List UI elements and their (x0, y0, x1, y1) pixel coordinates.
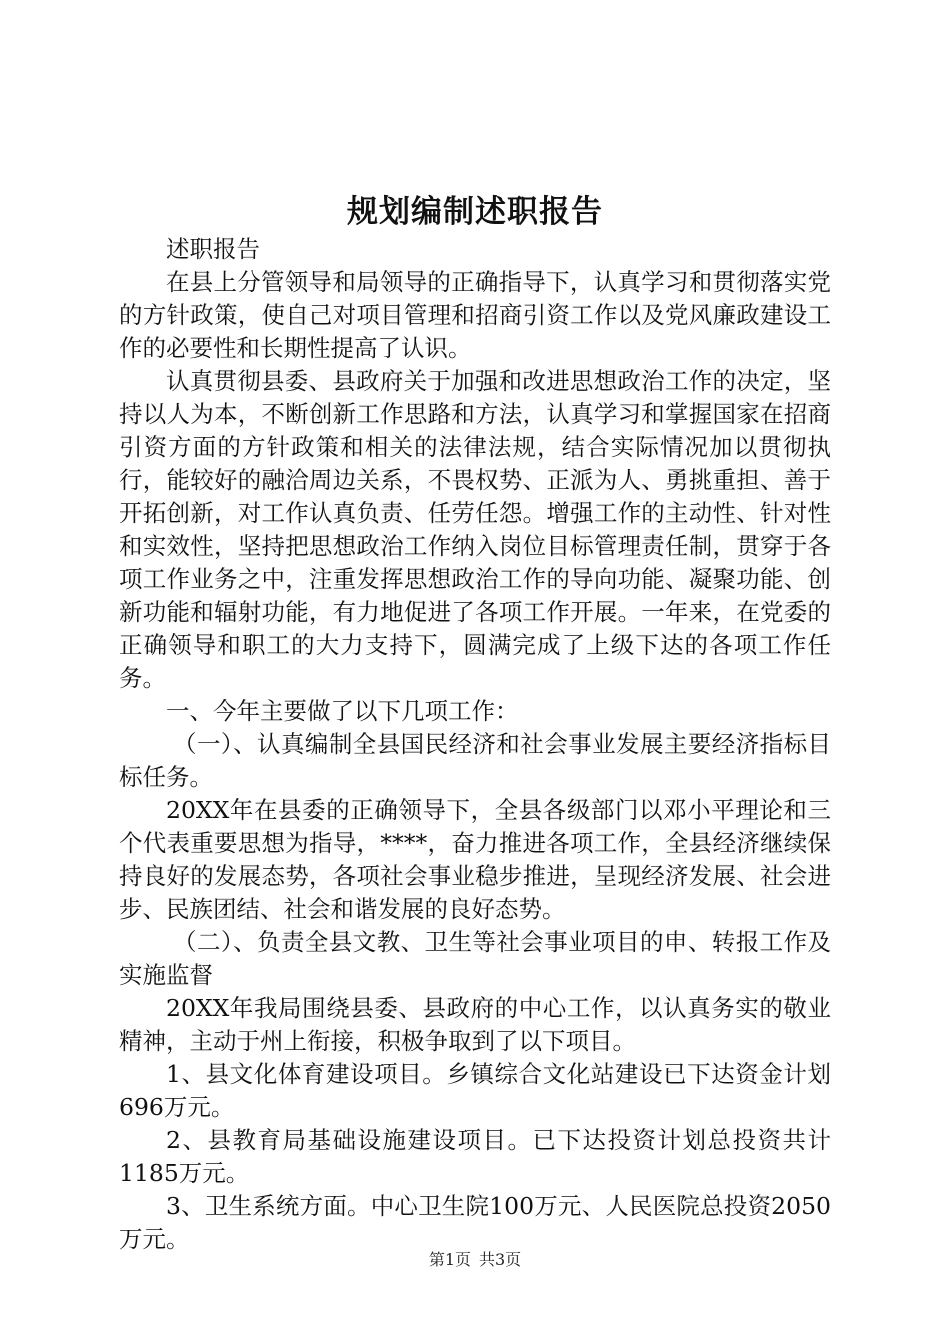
list-item-2: 2、县教育局基础设施建设项目。已下达投资计划总投资共计1185万元。 (119, 1126, 831, 1187)
section-heading: 一、今年主要做了以下几项工作： (166, 697, 519, 725)
subsection-heading-1: （一）、认真编制全县国民经济和社会事业发展主要经济指标目标任务。 (119, 730, 831, 791)
document-title: 规划编制述职报告 (347, 194, 603, 230)
list-item-3: 3、卫生系统方面。中心卫生院100万元、人民医院总投资2050万元。 (119, 1192, 831, 1253)
paragraph-intro: 在县上分管领导和局领导的正确指导下，认真学习和贯彻落实党的方针政策，使自己对项目管理和招商引资工作以及党风廉政建设工作的必要性和长期性提高了认识。 (119, 268, 831, 362)
page-footer (0, 1247, 950, 1270)
paragraph-economy: 20XX年在县委的正确领导下，全县各级部门以邓小平理论和三个代表重要思想为指导，****，奋力推进各项工作，全县经济继续保持良好的发展态势，各项社会事业稳步推进，呈现经济发展、社会进步、民族团结、社会和谐发展的良好态势。 (119, 796, 831, 923)
page-total: 共3页 (479, 1250, 522, 1269)
list-item-1: 1、县文化体育建设项目。乡镇综合文化站建设已下达资金计划696万元。 (119, 1060, 831, 1121)
paragraph-main: 认真贯彻县委、县政府关于加强和改进思想政治工作的决定，坚持以人为本，不断创新工作思路和方法，认真学习和掌握国家在招商引资方面的方针政策和相关的法律法规，结合实际情况加以贯彻执行，能较好的融洽周边关系，不畏权势、正派为人、勇挑重担、善于开拓创新，对工作认真负责、任劳任怨。增强工作的主动性、针对性和实效性，坚持把思想政治工作纳入岗位目标管理责任制，贯穿于各项工作业务之中，注重发挥思想政治工作的导向功能、凝聚功能、创新功能和辐射功能，有力地促进了各项工作开展。一年来，在党委的正确领导和职工的大力支持下，圆满完成了上级下达的各项工作任务。 (119, 367, 831, 692)
paragraph-heading: 述职报告 (166, 235, 260, 263)
page-number: 第1页 (428, 1250, 471, 1269)
document-body (119, 233, 831, 1256)
paragraph-projects: 20XX年我局围绕县委、县政府的中心工作，以认真务实的敬业精神，主动于州上衔接，积极争取到了以下项目。 (119, 994, 831, 1055)
subsection-heading-2: （二）、负责全县文教、卫生等社会事业项目的申、转报工作及实施监督 (119, 928, 831, 989)
